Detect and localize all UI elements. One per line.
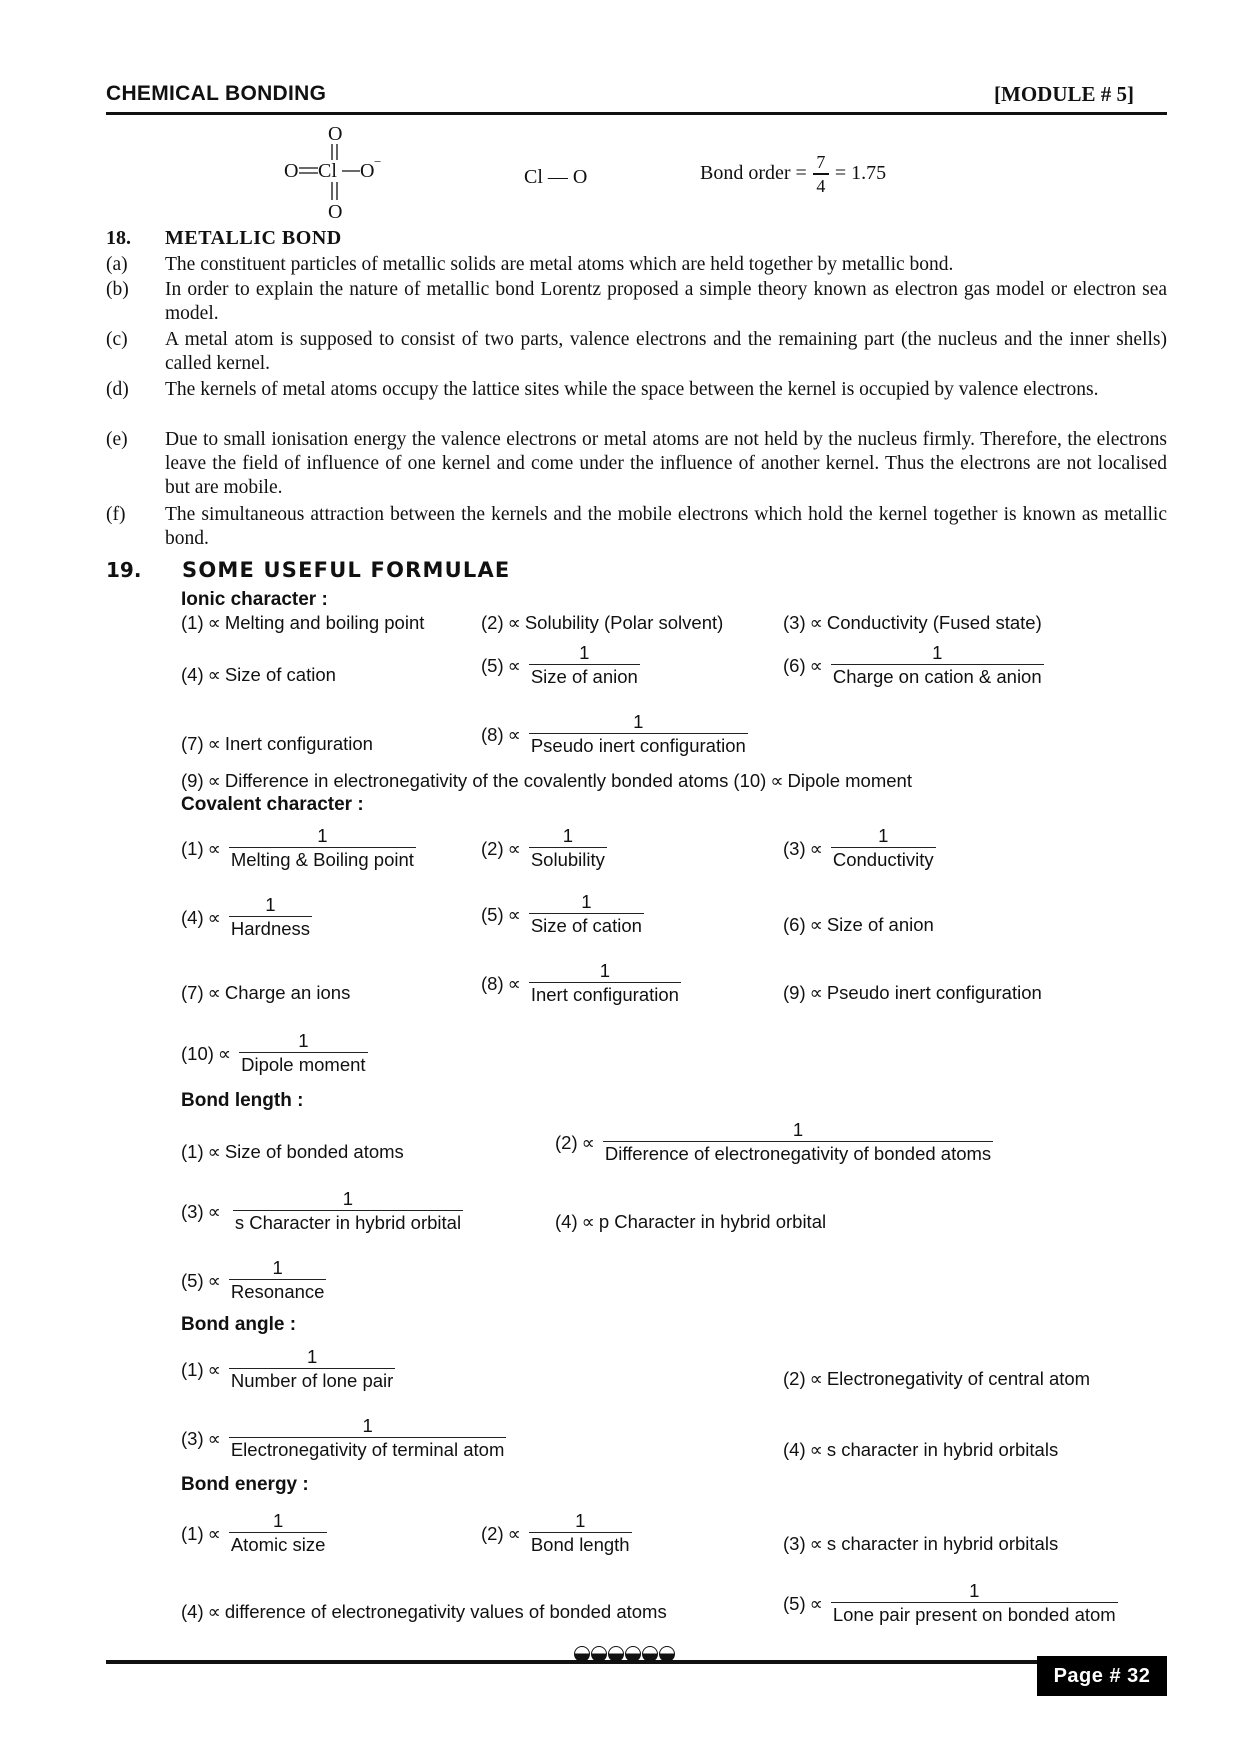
ionic-formula-6 (783, 642, 1044, 689)
bond-energy-formula-5 (783, 1580, 1118, 1627)
bead-icon (625, 1646, 641, 1662)
formula-number: (7) (181, 982, 204, 1003)
denominator: Atomic size (230, 1534, 326, 1556)
bond-length-formula-2 (555, 1119, 993, 1166)
bond-length-formula-1 (181, 1141, 404, 1163)
item-text: In order to explain the nature of metallic bond Lorentz proposed a simple theory known as electron gas model or electron sea model. (165, 279, 1167, 324)
formula-text: Melting and boiling point (224, 612, 425, 633)
numerator: 1 (317, 825, 328, 846)
covalent-formula-2 (481, 825, 607, 872)
fraction-bar (813, 173, 829, 175)
fraction (831, 825, 936, 872)
formula-text: s character in hybrid orbitals (826, 1439, 1059, 1460)
ionic-formula-1 (181, 612, 424, 634)
header-rule (106, 112, 1167, 115)
numerator: 1 (575, 1510, 586, 1531)
formula-number: (1) (181, 1358, 204, 1380)
bond-length-heading: Bond length : (181, 1090, 304, 1111)
item-label: (a) (106, 254, 128, 275)
fraction (229, 825, 416, 872)
denominator: Hardness (230, 918, 311, 940)
denominator: Inert configuration (530, 984, 679, 1006)
formula-number: (5) (783, 1592, 806, 1614)
formula-number: (10) (733, 770, 767, 791)
fraction (229, 1257, 327, 1304)
formula-text: Size of bonded atoms (224, 1141, 404, 1162)
formula-text: p Character in hybrid orbital (598, 1211, 827, 1232)
ionic-formula-2 (481, 612, 723, 634)
formula-number: (4) (181, 906, 204, 928)
fraction (229, 1510, 328, 1557)
covalent-formula-7 (181, 982, 350, 1004)
fraction (529, 960, 681, 1007)
proportional-symbol: ∝ (207, 1141, 221, 1162)
formula-number: (2) (481, 1522, 504, 1544)
denominator: Bond length (530, 1534, 630, 1556)
covalent-formula-3 (783, 825, 936, 872)
bead-icon (642, 1646, 658, 1662)
numerator: 1 (579, 642, 590, 663)
decorative-beads-ornament (574, 1646, 676, 1662)
numerator: 1 (342, 1188, 354, 1209)
ionic-formula-4 (181, 664, 336, 686)
item-label: (d) (106, 379, 129, 400)
proportional-symbol: ∝ (507, 837, 521, 859)
fraction (529, 711, 748, 758)
bead-icon (608, 1646, 624, 1662)
proportional-symbol: ∝ (217, 1042, 232, 1064)
fraction (831, 1580, 1118, 1627)
proportional-symbol: ∝ (207, 664, 221, 685)
formula-number: (8) (481, 723, 504, 745)
proportional-symbol: ∝ (507, 972, 521, 994)
section-19-number: 19. (106, 558, 142, 582)
proportional-symbol: ∝ (207, 906, 221, 928)
item-text: Due to small ionisation energy the valence electrons or metal atoms are not held by the nucleus firmly. Therefore, the electrons leave the field of influence of one kernel and come under the influence of another kernel. Thus the electrons are not localised but are mobile. (165, 429, 1167, 498)
proportional-symbol: ∝ (809, 1592, 823, 1614)
covalent-formula-10 (181, 1030, 368, 1077)
denominator: Solubility (530, 849, 605, 871)
formula-number: (6) (783, 914, 806, 935)
covalent-formula-1 (181, 825, 416, 872)
proportional-symbol: ∝ (581, 1211, 595, 1232)
numerator: 1 (272, 1510, 284, 1531)
denominator: Melting & Boiling point (230, 849, 414, 871)
fraction (529, 825, 607, 872)
metallic-bond-item-f (106, 503, 1167, 551)
bond-angle-formula-1 (181, 1346, 395, 1393)
denominator: Charge on cation & anion (832, 666, 1042, 688)
atom-center: Cl (318, 160, 337, 182)
proportional-symbol: ∝ (809, 982, 823, 1003)
formula-number: (2) (555, 1131, 578, 1153)
formula-text: Solubility (Polar solvent) (524, 612, 724, 633)
fraction (603, 1119, 993, 1166)
numerator: 1 (633, 711, 644, 732)
proportional-symbol: ∝ (809, 914, 823, 935)
bond-order-fraction (813, 152, 829, 196)
covalent-character-heading: Covalent character : (181, 794, 364, 815)
fraction (529, 891, 644, 938)
proportional-symbol: ∝ (809, 1533, 823, 1554)
formula-number: (4) (783, 1439, 806, 1460)
denominator: Size of anion (530, 666, 638, 688)
numerator: 1 (362, 1415, 373, 1436)
proportional-symbol: ∝ (507, 612, 521, 633)
bead-icon (574, 1646, 590, 1662)
denominator: Lone pair present on bonded atom (832, 1604, 1116, 1626)
bond-order-result: = 1.75 (834, 162, 887, 185)
section-19-title: SOME USEFUL FORMULAE (182, 558, 511, 582)
proportional-symbol: ∝ (207, 1358, 221, 1380)
ionic-formula-8 (481, 711, 748, 758)
numerator: 1 (298, 1030, 309, 1051)
proportional-symbol: ∝ (207, 1522, 221, 1544)
denominator: Conductivity (832, 849, 934, 871)
fraction (239, 1030, 367, 1077)
item-text: The kernels of metal atoms occupy the lattice sites while the space between the kernel is occupied by valence electrons. (165, 379, 1099, 400)
bond-energy-formula-2 (481, 1510, 632, 1557)
ionic-formula-3 (783, 612, 1042, 634)
proportional-symbol: ∝ (809, 654, 823, 676)
numerator: 1 (878, 825, 889, 846)
page-number-badge: Page # 32 (1037, 1656, 1167, 1696)
proportional-symbol: ∝ (809, 837, 823, 859)
bond-angle-heading: Bond angle : (181, 1314, 297, 1335)
proportional-symbol: ∝ (809, 1368, 823, 1389)
item-label: (e) (106, 429, 128, 450)
atom-right: O (360, 160, 375, 182)
formula-number: (1) (181, 1141, 204, 1162)
bond-order-label: Bond order = (700, 162, 807, 185)
formula-text: s character in hybrid orbitals (826, 1533, 1059, 1554)
formula-text: Inert configuration (224, 733, 373, 754)
formula-number: (5) (481, 903, 504, 925)
proportional-symbol: ∝ (507, 723, 521, 745)
item-label: (c) (106, 329, 128, 350)
bond-energy-formula-3 (783, 1533, 1058, 1555)
denominator: Pseudo inert configuration (530, 735, 746, 757)
denominator: Resonance (230, 1281, 325, 1303)
covalent-formula-4 (181, 894, 312, 941)
formula-text: Electronegativity of central atom (826, 1368, 1091, 1389)
formula-number: (2) (783, 1368, 806, 1389)
ionic-character-heading: Ionic character : (181, 589, 328, 610)
formula-number: (1) (181, 837, 204, 859)
formula-text: difference of electronegativity values of bonded atoms (224, 1601, 667, 1622)
formula-number: (4) (555, 1211, 578, 1232)
ionic-formula-5 (481, 642, 640, 689)
running-header-module: [MODULE # 5] (994, 82, 1134, 106)
bond-order-equation (700, 152, 886, 196)
running-header-title: CHEMICAL BONDING (106, 82, 327, 105)
atom-top: O (328, 123, 343, 145)
numerator: 7 (816, 152, 826, 172)
fraction (229, 894, 312, 941)
covalent-formula-5 (481, 891, 644, 938)
covalent-formula-8 (481, 960, 681, 1007)
bond-angle-formula-2 (783, 1368, 1090, 1390)
numerator: 1 (969, 1580, 980, 1601)
section-18-number: 18. (106, 227, 131, 249)
bond-length-formula-5 (181, 1257, 326, 1304)
bond-length-formula-4 (555, 1211, 826, 1233)
item-label: (f) (106, 504, 126, 525)
formula-number: (4) (181, 664, 204, 685)
formula-number: (3) (783, 837, 806, 859)
denominator: Size of cation (530, 915, 642, 937)
formula-text: Charge an ions (224, 982, 351, 1003)
formula-number: (8) (481, 972, 504, 994)
item-text: The simultaneous attraction between the kernels and the mobile electrons which hold the kernel together is known as metallic bond. (165, 504, 1167, 549)
formula-number: (7) (181, 733, 204, 754)
formula-number: (3) (783, 1533, 806, 1554)
bond-energy-formula-1 (181, 1510, 327, 1557)
formula-text: Difference in electronegativity of the covalently bonded atoms (224, 770, 729, 791)
numerator: 1 (562, 825, 574, 846)
proportional-symbol: ∝ (770, 770, 784, 791)
numerator: 1 (272, 1257, 283, 1278)
formula-number: (6) (783, 654, 806, 676)
ionic-formula-7 (181, 733, 373, 755)
numerator: 1 (265, 894, 276, 915)
atom-left: O (284, 160, 299, 182)
formula-number: (3) (783, 612, 806, 633)
section-18-title: METALLIC BOND (165, 227, 342, 249)
proportional-symbol: ∝ (581, 1131, 595, 1153)
formula-number: (10) (181, 1042, 214, 1064)
proportional-symbol: ∝ (207, 733, 221, 754)
numerator: 1 (306, 1346, 318, 1367)
metallic-bond-item-a (106, 253, 1167, 277)
proportional-symbol: ∝ (507, 1522, 521, 1544)
bond-energy-formula-4 (181, 1601, 667, 1623)
negative-charge: − (374, 154, 382, 169)
item-label: (b) (106, 279, 129, 300)
formula-text: Conductivity (Fused state) (826, 612, 1042, 633)
proportional-symbol: ∝ (809, 1439, 823, 1460)
proportional-symbol: ∝ (207, 837, 221, 859)
formula-text: Pseudo inert configuration (826, 982, 1042, 1003)
numerator: 1 (599, 960, 611, 981)
bead-icon (591, 1646, 607, 1662)
numerator: 1 (932, 642, 943, 663)
denominator: Dipole moment (241, 1054, 366, 1076)
bead-icon (659, 1646, 675, 1662)
proportional-symbol: ∝ (207, 1601, 221, 1622)
metallic-bond-item-c (106, 328, 1167, 376)
numerator: 1 (581, 891, 592, 912)
formula-number: (9) (181, 770, 204, 791)
atom-bottom: O (328, 201, 343, 220)
bond-angle-formula-3 (181, 1415, 506, 1462)
fraction (529, 642, 640, 689)
item-text: A metal atom is supposed to consist of two parts, valence electrons and the remaining part (the nucleus and the inner shells) called kernel. (165, 329, 1167, 374)
item-text: The constituent particles of metallic solids are metal atoms which are held together by metallic bond. (165, 254, 954, 275)
fraction (529, 1510, 632, 1557)
formula-text: Dipole moment (787, 770, 912, 791)
denominator: Electronegativity of terminal atom (230, 1439, 505, 1461)
bond-energy-heading: Bond energy : (181, 1474, 309, 1495)
fraction (233, 1188, 463, 1235)
proportional-symbol: ∝ (207, 1269, 221, 1291)
formula-number: (9) (783, 982, 806, 1003)
perchlorate-structure-diagram (280, 120, 420, 220)
fraction (229, 1415, 507, 1462)
formula-number: (1) (181, 612, 204, 633)
denominator: 4 (816, 175, 826, 196)
denominator: Difference of electronegativity of bonded atoms (604, 1143, 992, 1165)
numerator: 1 (792, 1119, 804, 1140)
bond-length-formula-3 (181, 1188, 463, 1235)
metallic-bond-item-b (106, 278, 1167, 326)
covalent-formula-6 (783, 914, 934, 936)
proportional-symbol: ∝ (207, 1427, 221, 1449)
metallic-bond-item-e (106, 428, 1167, 500)
cl-o-bond: Cl — O (524, 166, 588, 188)
formula-number: (5) (181, 1269, 204, 1291)
formula-number: (3) (181, 1200, 204, 1222)
covalent-formula-9 (783, 982, 1042, 1004)
formula-number: (2) (481, 612, 504, 633)
denominator: s Character in hybrid orbital (234, 1212, 462, 1234)
fraction (831, 642, 1044, 689)
proportional-symbol: ∝ (207, 1200, 221, 1222)
proportional-symbol: ∝ (507, 903, 521, 925)
proportional-symbol: ∝ (809, 612, 823, 633)
ionic-formula-9-10 (181, 770, 912, 792)
proportional-symbol: ∝ (207, 612, 221, 633)
formula-text: Size of cation (224, 664, 336, 685)
fraction (229, 1346, 395, 1393)
formula-number: (3) (181, 1427, 204, 1449)
formula-text: Size of anion (826, 914, 934, 935)
formula-number: (4) (181, 1601, 204, 1622)
proportional-symbol: ∝ (207, 770, 221, 791)
denominator: Number of lone pair (230, 1370, 394, 1392)
formula-number: (2) (481, 837, 504, 859)
formula-number: (5) (481, 654, 504, 676)
formula-number: (1) (181, 1522, 204, 1544)
proportional-symbol: ∝ (207, 982, 221, 1003)
proportional-symbol: ∝ (507, 654, 521, 676)
bond-angle-formula-4 (783, 1439, 1058, 1461)
metallic-bond-item-d (106, 378, 1167, 402)
